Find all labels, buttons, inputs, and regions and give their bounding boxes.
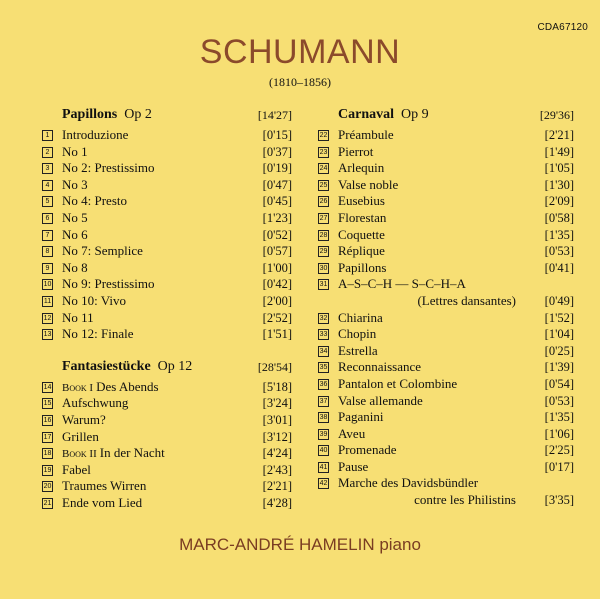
track-number: 41 xyxy=(319,463,328,471)
track-duration: [1'51] xyxy=(262,327,292,342)
track-row xyxy=(318,193,574,210)
track-row xyxy=(318,326,574,343)
track-title-block xyxy=(62,395,128,412)
work-title: Papillons xyxy=(62,107,118,122)
work-heading xyxy=(42,107,292,127)
track-number: 13 xyxy=(43,331,52,339)
track-title-block xyxy=(338,260,386,277)
track-number: 35 xyxy=(319,364,328,372)
track-title: No 10: Vivo xyxy=(62,292,126,308)
track-title: No 6 xyxy=(62,226,88,242)
track-row xyxy=(42,243,292,260)
track-row xyxy=(318,475,574,508)
track-title-block xyxy=(338,359,421,376)
track-title-block xyxy=(62,379,159,397)
track-number: 42 xyxy=(319,480,328,488)
track-title: Coquette xyxy=(338,226,385,242)
track-title-block xyxy=(338,343,378,360)
track-duration: [0'45] xyxy=(262,194,292,209)
track-number: 26 xyxy=(319,198,328,206)
track-row xyxy=(42,177,292,194)
track-row xyxy=(318,144,574,161)
track-title: No 7: Semplice xyxy=(62,243,143,259)
work-title-block xyxy=(62,107,152,123)
track-title-block xyxy=(338,426,365,443)
track-duration: [1'52] xyxy=(544,310,574,325)
track-row xyxy=(42,429,292,446)
track-title-block xyxy=(62,445,165,463)
track-title-block xyxy=(62,495,142,512)
track-number: 18 xyxy=(43,450,52,458)
track-title: No 12: Finale xyxy=(62,326,134,342)
track-title-block xyxy=(62,193,127,210)
track-title-block xyxy=(62,326,134,343)
track-title: No 3 xyxy=(62,176,88,192)
track-number: 5 xyxy=(42,196,53,207)
track-number: 36 xyxy=(319,380,328,388)
track-number: 17 xyxy=(43,433,52,441)
track-duration: [1'39] xyxy=(544,360,574,375)
work-title-block xyxy=(62,359,192,375)
track-title: Pause xyxy=(338,458,369,474)
track-number: 24 xyxy=(319,165,328,173)
track-number: 38 xyxy=(319,414,328,422)
track-number: 20 xyxy=(43,483,52,491)
track-title: A–S–C–H — S–C–H–A xyxy=(338,276,466,292)
track-title: Aveu xyxy=(338,425,366,441)
work-title: Carnaval xyxy=(338,107,394,122)
track-title: Pierrot xyxy=(338,143,374,159)
track-duration: [0'54] xyxy=(544,376,574,391)
track-row xyxy=(42,293,292,310)
track-title: Grillen xyxy=(62,428,99,444)
track-row xyxy=(318,227,574,244)
track-number: 32 xyxy=(319,314,328,322)
track-title-block xyxy=(62,293,126,310)
track-row xyxy=(42,478,292,495)
track-duration: [0'53] xyxy=(544,393,574,408)
track-title: No 9: Prestissimo xyxy=(62,276,155,292)
track-duration: [0'47] xyxy=(262,177,292,192)
track-duration: [3'12] xyxy=(262,429,292,444)
track-subtitle: (Lettres dansantes) xyxy=(417,292,516,308)
track-duration: [5'18] xyxy=(262,379,292,394)
track-row xyxy=(42,193,292,210)
track-title-block xyxy=(338,276,466,293)
track-number: 25 xyxy=(319,181,328,189)
work-opus: Op 2 xyxy=(124,107,152,122)
track-number: 22 xyxy=(319,132,328,139)
track-duration: [2'21] xyxy=(262,479,292,494)
catalog-number: CDA67120 xyxy=(537,22,588,33)
track-number: 37 xyxy=(319,397,328,405)
track-row xyxy=(318,127,574,144)
track-row xyxy=(42,276,292,293)
track-number: 8 xyxy=(42,246,53,257)
track-title-block xyxy=(338,393,423,410)
track-number: 2 xyxy=(42,147,53,158)
track-duration: [0'19] xyxy=(262,161,292,176)
track-title: Marche des Davidsbündler xyxy=(338,475,479,491)
track-title-block xyxy=(338,177,398,194)
track-duration: [0'37] xyxy=(262,144,292,159)
track-row xyxy=(42,127,292,144)
track-duration: [1'49] xyxy=(544,144,574,159)
track-number: 30 xyxy=(319,264,328,272)
track-title: In der Nacht xyxy=(99,445,165,461)
track-duration: [0'42] xyxy=(262,277,292,292)
track-number: 29 xyxy=(319,248,328,256)
work-spacer xyxy=(42,343,292,359)
track-duration: [2'09] xyxy=(544,194,574,209)
track-duration: [1'35] xyxy=(544,410,574,425)
track-title-block xyxy=(338,442,396,459)
track-number: 31 xyxy=(319,281,328,289)
track-title: Traumes Wirren xyxy=(62,478,147,494)
performer-credit: MARC-ANDRÉ HAMELIN piano xyxy=(179,535,421,554)
work-title-block xyxy=(338,107,429,123)
track-duration: [1'04] xyxy=(544,327,574,342)
track-title: Fabel xyxy=(62,461,91,477)
track-title-block xyxy=(338,310,383,327)
track-number: 27 xyxy=(319,214,328,222)
track-duration: [0'49] xyxy=(544,293,574,308)
work-opus: Op 9 xyxy=(401,107,429,122)
track-duration: [2'52] xyxy=(262,310,292,325)
composer-dates: (1810–1856) xyxy=(269,75,331,89)
track-row xyxy=(318,442,574,459)
track-row xyxy=(42,260,292,277)
track-row xyxy=(42,379,292,396)
track-duration: [1'35] xyxy=(544,227,574,242)
track-title: Valse noble xyxy=(338,176,399,192)
track-row xyxy=(42,395,292,412)
track-number: 16 xyxy=(43,416,52,424)
track-number: 34 xyxy=(319,347,328,355)
track-row xyxy=(42,160,292,177)
track-title-block xyxy=(62,429,99,446)
track-title: Introduzione xyxy=(62,127,129,142)
left-column xyxy=(42,107,292,511)
track-number: 28 xyxy=(319,231,328,239)
track-number: 23 xyxy=(319,148,328,156)
track-number: 39 xyxy=(319,430,328,438)
track-duration: [0'57] xyxy=(262,244,292,259)
track-number: 9 xyxy=(42,263,53,274)
track-title: Pantalon et Colombine xyxy=(338,375,458,391)
track-duration: [1'23] xyxy=(262,210,292,225)
track-number: 12 xyxy=(43,314,52,322)
track-duration: [2'25] xyxy=(544,443,574,458)
track-title: Florestan xyxy=(338,209,387,225)
track-title-block xyxy=(338,326,376,343)
work-heading xyxy=(42,359,292,379)
track-row xyxy=(318,260,574,277)
track-number: 21 xyxy=(43,499,52,507)
track-duration: [0'58] xyxy=(544,210,574,225)
track-title: No 11 xyxy=(62,309,94,325)
track-row xyxy=(318,276,574,309)
track-title-block xyxy=(62,243,143,260)
track-row xyxy=(318,177,574,194)
track-title: Des Abends xyxy=(96,378,159,394)
track-title-block xyxy=(338,127,394,144)
work-total-duration: [28'54] xyxy=(257,359,292,374)
track-title: Warum? xyxy=(62,411,106,427)
work-opus: Op 12 xyxy=(157,358,193,374)
track-number: 6 xyxy=(42,213,53,224)
track-title-block xyxy=(62,160,154,177)
track-title: Chopin xyxy=(338,326,377,342)
track-row xyxy=(318,243,574,260)
track-title: Valse allemande xyxy=(338,392,423,408)
track-title-block xyxy=(62,478,146,495)
track-title: No 4: Presto xyxy=(62,193,127,209)
track-row xyxy=(42,326,292,343)
work-total-duration: [14'27] xyxy=(257,108,292,122)
track-title: No 5 xyxy=(62,209,88,225)
track-title-block xyxy=(62,260,88,277)
track-title-block xyxy=(338,409,384,426)
track-row xyxy=(318,310,574,327)
track-title-block xyxy=(62,127,128,144)
track-duration: [0'41] xyxy=(544,260,574,275)
track-title: No 2: Prestissimo xyxy=(62,160,155,176)
track-duration: [4'28] xyxy=(262,495,292,510)
track-title-block xyxy=(62,144,88,161)
track-duration: [1'30] xyxy=(544,177,574,192)
track-row xyxy=(42,462,292,479)
track-title-block xyxy=(338,210,386,227)
track-title-block xyxy=(338,459,368,476)
track-title: Eusebius xyxy=(338,193,385,209)
right-column xyxy=(318,107,574,509)
track-title: Ende vom Lied xyxy=(62,494,143,510)
track-row xyxy=(42,412,292,429)
track-row xyxy=(42,144,292,161)
track-title: Papillons xyxy=(338,259,387,275)
track-number: 40 xyxy=(319,447,328,455)
track-title: Réplique xyxy=(338,243,385,259)
track-title-block xyxy=(338,475,478,492)
track-duration: [3'35] xyxy=(544,493,574,508)
track-title-block xyxy=(338,227,385,244)
track-row xyxy=(318,210,574,227)
track-row xyxy=(42,227,292,244)
track-number: 7 xyxy=(42,230,53,241)
track-title-block xyxy=(338,160,384,177)
track-duration: [2'21] xyxy=(544,128,574,142)
track-row xyxy=(42,445,292,462)
composer-title: SCHUMANN xyxy=(199,33,401,71)
track-number: 33 xyxy=(319,331,328,339)
track-title: Aufschwung xyxy=(62,395,129,411)
track-title-block xyxy=(338,144,373,161)
track-title: No 1 xyxy=(62,143,88,159)
track-duration: [4'24] xyxy=(262,446,292,461)
track-title: Estrella xyxy=(338,342,378,358)
track-number: 3 xyxy=(42,163,53,174)
track-duration: [1'06] xyxy=(544,426,574,441)
track-row xyxy=(318,459,574,476)
track-title: No 8 xyxy=(62,259,88,275)
track-duration: [3'01] xyxy=(262,412,292,427)
track-duration: [3'24] xyxy=(262,396,292,411)
track-row xyxy=(42,495,292,512)
track-duration: [0'53] xyxy=(544,244,574,259)
track-title-block xyxy=(338,376,457,393)
book-label: Book II xyxy=(62,448,97,461)
work-total-duration: [29'36] xyxy=(539,108,574,122)
track-title: Chiarina xyxy=(338,309,383,325)
track-duration: [2'00] xyxy=(262,293,292,308)
track-title: Reconnaissance xyxy=(338,359,422,375)
track-title-block xyxy=(62,310,94,327)
track-row xyxy=(42,210,292,227)
work-heading xyxy=(318,107,574,127)
track-duration: [0'15] xyxy=(262,128,292,142)
track-row xyxy=(42,310,292,327)
book-label: Book I xyxy=(62,381,94,394)
work-title: Fantasiestücke xyxy=(62,358,151,374)
track-duration: [0'52] xyxy=(262,227,292,242)
track-duration: [1'00] xyxy=(262,260,292,275)
track-row xyxy=(318,376,574,393)
track-number: 1 xyxy=(42,130,53,141)
track-row xyxy=(318,426,574,443)
track-duration: [1'05] xyxy=(544,161,574,176)
track-title-block xyxy=(62,412,106,429)
track-title: Préambule xyxy=(338,127,394,142)
track-title: Arlequin xyxy=(338,160,385,176)
track-number: 14 xyxy=(43,383,52,391)
track-duration: [0'17] xyxy=(544,459,574,474)
track-number: 19 xyxy=(43,466,52,474)
track-title: Promenade xyxy=(338,442,397,458)
track-title-block xyxy=(62,177,88,194)
track-title-block xyxy=(62,462,91,479)
track-row xyxy=(318,409,574,426)
track-title-block xyxy=(62,227,88,244)
track-title-block xyxy=(338,193,385,210)
track-number: 11 xyxy=(43,297,52,305)
track-number: 15 xyxy=(43,400,52,408)
track-title: Paganini xyxy=(338,409,384,425)
track-row xyxy=(318,160,574,177)
track-row xyxy=(318,359,574,376)
track-subtitle: contre les Philistins xyxy=(414,492,516,508)
track-duration: [2'43] xyxy=(262,462,292,477)
track-title-block xyxy=(338,243,385,260)
track-title-block xyxy=(62,276,154,293)
track-duration: [0'25] xyxy=(544,343,574,358)
track-number: 10 xyxy=(43,281,52,289)
track-title-block xyxy=(62,210,88,227)
track-row xyxy=(318,343,574,360)
track-row xyxy=(318,393,574,410)
track-number: 4 xyxy=(42,180,53,191)
